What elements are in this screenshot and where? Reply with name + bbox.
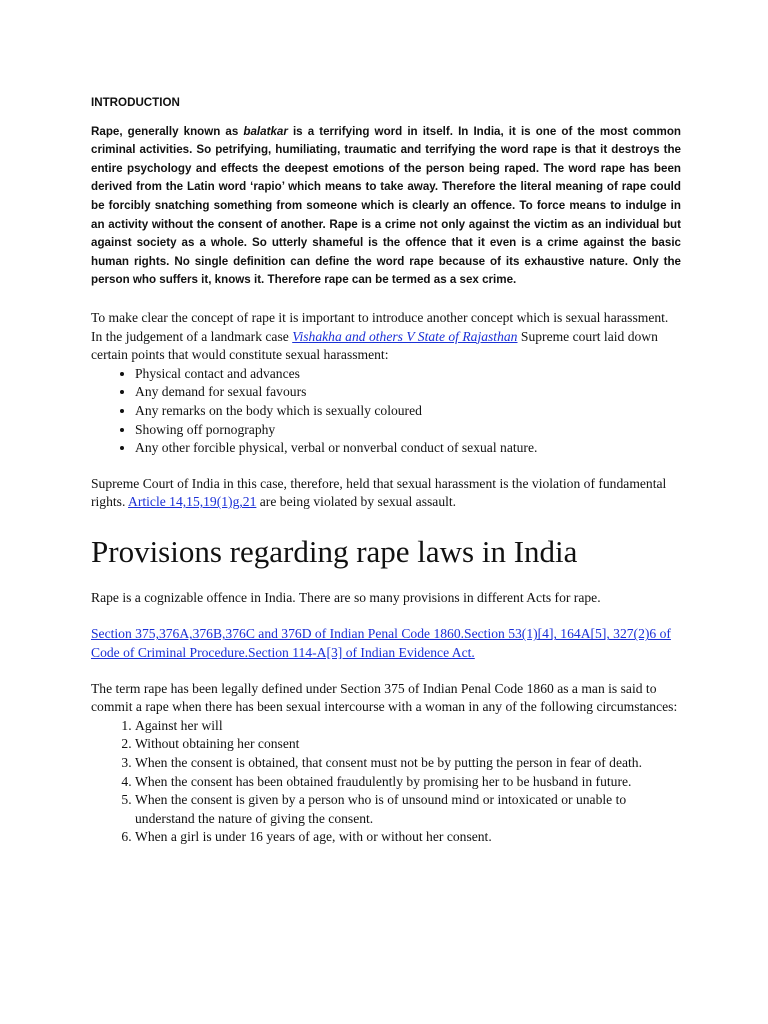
harassment-points-list [91,365,681,458]
list-item: • Showing off pornography [135,421,681,440]
concept-paragraph [91,309,681,365]
term-balatkar: balatkar [243,124,288,138]
concept-text-start: To make clear the concept of rape it is important to introduce another concept which is sexual harassment. In the judgement of a landmark case [91,309,669,344]
sections-link[interactable]: Section 375,376A,376B,376C and 376D of Indian Penal Code 1860.Section 53(1)[4], 164A[5], 327(2)6 of Code of Criminal Procedure.Section 114-A[3] of Indian Evidence Act. [91,626,671,661]
document-page [91,94,681,847]
list-item: 5. When the consent is given by a person who is of unsound mind or intoxicated or unable to understand the nature of giving the consent. [135,791,681,828]
list-item: 3. When the consent is obtained, that consent must not be by putting the person in fear of death. [135,754,681,773]
supreme-court-text-start: Supreme Court of India in this case, therefore, held that sexual harassment is the violation of fundamental rights. [91,475,667,510]
list-item: • Physical contact and advances [135,365,681,384]
article-link[interactable]: Article 14,15,19(1)g,21 [128,494,257,510]
list-item: 6. When a girl is under 16 years of age, with or without her consent. [135,828,681,847]
list-item: • Any demand for sexual favours [135,383,681,402]
introduction-section [91,94,681,290]
concept-text-end: Supreme court laid down certain points that would constitute sexual harassment: [91,328,658,363]
introduction-paragraph [91,123,681,290]
list-item: • Any other forcible physical, verbal or nonverbal conduct of sexual nature. [135,439,681,458]
list-item: 4. When the consent has been obtained fraudulently by promising her to be husband in future. [135,773,681,792]
cognizable-offence-paragraph: Rape is a cognizable offence in India. There are so many provisions in different Acts for rape. [91,589,601,605]
introduction-text-rest: is a terrifying word in itself. In India, it is one of the most common criminal activities. So petrifying, humiliating, traumatic and terrifying the word rape is that it destroys the entire psychology and effects the deepest emotions of the person being raped. The word rape has been derived from the Latin word ‘rapio’ which means to take away. Therefore the literal meaning of rape could be forcibly snatching something from someone which is clearly an offence. To force means to indulge in an activity without the consent of another. Rape is a crime not only against the victim as an individual but against society as a whole. So utterly shameful is the offence that it even is a crime against the basic human rights. No single definition can define the word rape because of its exhaustive nature. Only the person who suffers it, knows it. Therefore rape can be termed as a sex crime. [91,124,681,287]
supreme-court-paragraph [91,475,681,512]
provisions-heading: Provisions regarding rape laws in India [91,533,578,569]
supreme-court-text-end: are being violated by sexual assault. [256,494,457,510]
definition-paragraph: The term rape has been legally defined under Section 375 of Indian Penal Code 1860 as a man is said to commit a rape when there has been sexual intercourse with a woman in any of the following circumstances: [91,680,678,715]
vishakha-case-link[interactable]: Vishakha and others V State of Rajasthan [292,328,518,344]
sections-paragraph [91,625,681,662]
introduction-text-start: Rape, generally known as [91,124,244,138]
list-item: 1. Against her will [135,717,681,736]
circumstances-list [91,717,681,847]
introduction-heading: INTRODUCTION [91,96,180,109]
list-item: • Any remarks on the body which is sexually coloured [135,402,681,421]
list-item: 2. Without obtaining her consent [135,735,681,754]
